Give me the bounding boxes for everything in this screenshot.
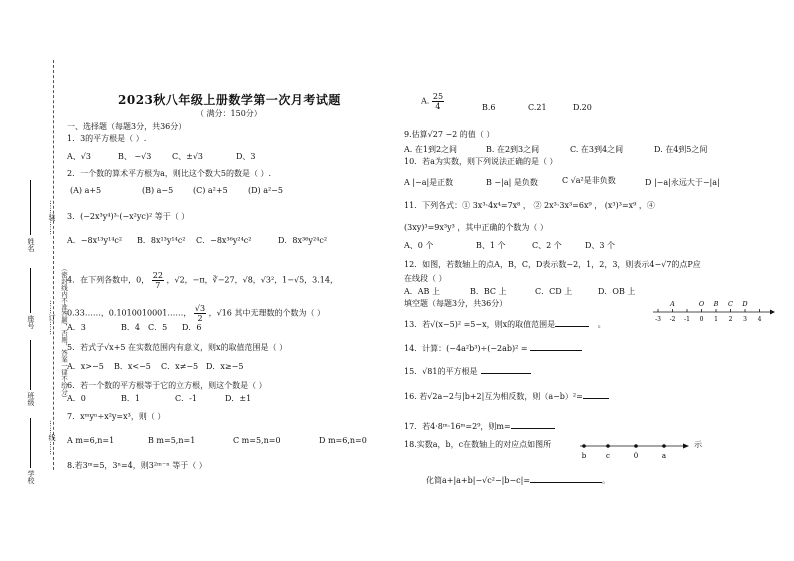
tick-label: 2 [728,316,733,323]
point-dot [606,444,610,448]
q15-stem: 15．√81的平方根是 [404,367,478,376]
q7-option-a: A m=6,n=1 [67,436,115,445]
point-label: B [713,300,719,308]
q5-option-c: C．x≠−5 [161,362,199,371]
q10-stem: 10．若a为实数，则下列说法正确的是（ ） [404,157,558,166]
q12-line1: 12．如图，若数轴上的点A，B，C，D表示数−2，1，2，3，则表示4−√7的点P应 [404,260,701,269]
q1-stem: 1．3的平方根是（ ）. [67,134,147,143]
frac-den: 2 [197,314,203,323]
q4-stem-a: 4．在下列各数中，0， [67,275,150,285]
school-field[interactable] [30,418,31,468]
q16-text [404,392,609,402]
axis-ticks [655,300,762,323]
q4-stem-c: 0.33……，0.1010010001……， [67,308,192,318]
q16-answer-blank[interactable] [583,398,609,399]
q4-fraction-22-7 [152,271,164,290]
number-line-abcd [650,298,775,324]
q18-period: 。 [602,476,611,485]
q11-option-b: B、1 个 [476,241,506,250]
q6-option-c: C．-1 [175,394,197,403]
axis-arrow [770,310,775,315]
q8-option-b: B.6 [482,103,496,112]
q14-text [404,344,582,354]
q10-option-a: A |−a|是正数 [404,178,454,187]
q4-stem-b: ，√2，−π，∛−27，√8，√3²，1−√5，3.14， [166,275,338,285]
q6-option-d: D．±1 [225,394,252,403]
school-label: 学校 [27,470,35,484]
point-label: c [606,452,610,460]
q9-option-a: A. 在1到2之间 [404,145,458,154]
q17-answer-blank[interactable] [511,428,555,429]
q8-stem: 8.若3ᵐ=5，3ⁿ=4，则3²ᵐ⁻ⁿ 等于（ ） [67,461,207,470]
q2-option-a: (A) a+5 [70,186,102,195]
point-dot [662,444,666,448]
q2-option-b: (B) a−5 [142,186,174,195]
q3-option-c: C．−8x³⁶y²⁴c² [196,236,252,245]
class-label: 班级 [27,392,35,406]
q4-stem [67,271,338,290]
q6-option-a: A．0 [67,394,86,403]
point-label: A [670,300,675,308]
binding-notice: （密封线内不准答题，否则，答案一律不给分） [60,265,68,402]
q5-option-a: A．x>−5 [67,362,104,371]
section2-heading: 填空题（每题3分，共36分） [404,299,508,308]
q8-option-d: D.20 [573,103,592,112]
binding-mark-ding: ……订…… [48,300,56,335]
tick-label: -3 [655,316,661,323]
point-label: a [661,452,667,460]
q4-option-a: A．3 [67,323,86,332]
name-field[interactable] [30,180,31,235]
q6-option-b: B．1 [121,394,140,403]
q11-option-c: C、2 个 [532,241,562,250]
binding-mark-zhuang: ……装…… [48,200,56,235]
axis-points [582,444,666,460]
q4-option-d: D．6 [182,323,202,332]
binding-dashed-line [53,60,54,470]
q15-answer-blank[interactable] [481,373,531,374]
q9-option-b: B. 在2到3之间 [486,145,540,154]
point-dot [634,444,638,448]
q11-line2: (3xy)³=9x³y³ ，其中正确的个数为（ ） [404,223,548,232]
q13-text [404,320,606,330]
q8-fraction-25-4 [432,92,444,111]
q6-stem: 6．若一个数的平方根等于它的立方根，则这个数是（ ） [67,381,267,390]
q14-answer-blank[interactable] [530,350,582,351]
q9-option-c: C. 在3到4之间 [570,145,624,154]
q10-option-c: C √a²是非负数 [562,176,616,185]
q1-option-c: C、±√3 [172,152,204,161]
tick-label: 1 [714,316,718,323]
q12-line2: 在线段（ ） [404,274,447,283]
seat-field[interactable] [30,268,31,313]
number-line-bca [578,438,690,462]
q2-option-c: (C) a²+5 [193,186,228,195]
q7-option-c: C m=5,n=0 [233,436,281,445]
q5-option-b: B．x<−5 [114,362,151,371]
q10-option-d: D |−a|永远大于−|a| [645,178,720,187]
q5-option-d: D．x≥−5 [206,362,244,371]
q3-option-b: B．8x¹³y¹⁴c² [137,236,186,245]
point-label: 0 [633,452,639,460]
q8-option-c: C.21 [528,103,547,112]
q18-line2 [426,476,610,486]
q4-stem-d: ，√16 其中无理数的个数为（ ） [208,308,325,318]
point-label: D [742,300,748,308]
q13-answer-blank[interactable] [555,326,589,327]
q2-stem: 2．一个数的算术平方根为a，则比这个数大5的数是（ ）. [67,169,272,178]
q1-option-a: A、√3 [67,152,91,161]
q16-stem: 16. 若√2a−2与|b+2|互为相反数，则（a−b）²= [404,392,583,401]
frac-num: √3 [194,304,206,313]
q8-option-a [421,92,444,111]
q7-option-b: B m=5,n=1 [148,436,196,445]
q5-stem: 5．若式子√x+5 在实数范围内有意义，则x的取值范围是（ ） [67,343,288,352]
frac-num: 22 [152,271,163,280]
tick-label: -1 [684,316,690,323]
tick-label: 4 [757,316,762,323]
q18-answer-blank[interactable] [530,482,602,483]
q13-stem: 13．若√(x−5)² =5−x，则x的取值范围是 [404,320,556,329]
tick-label: -2 [669,316,676,323]
frac-den: 4 [435,102,441,111]
q17-text [404,422,555,432]
q12-option-d: D．OB 上 [598,287,636,296]
q13-period: 。 [597,320,606,329]
q7-stem: 7．xᵐyⁿ÷x²y=x³，则（ ） [67,412,166,421]
q1-option-b: B、 −√3 [118,152,152,161]
q1-option-d: D、3 [236,152,256,161]
q4-fraction-root3-2 [194,304,206,323]
q3-option-a: A．−8x¹³y¹⁴c² [67,236,123,245]
q3-option-d: D．8x³⁶y²⁴c² [278,236,328,245]
q12-option-a: A．AB 上 [404,287,440,296]
frac-den: 7 [155,281,161,290]
q10-option-b: B −|a| 是负数 [486,178,538,187]
point-dot [582,444,586,448]
q11-option-d: D、3 个 [585,241,616,250]
q4-stem-line2 [67,304,325,323]
q4-option-c: C．5 [148,323,168,332]
q3-stem: 3．(−2x³y⁴)³·(−x²yc)² 等于（ ） [67,212,190,221]
page-title: 2023秋八年级上册数学第一次月考试题 [118,93,341,107]
axis-arrow [683,444,689,449]
section1-heading: 一、选择题（每题3分，共36分） [67,122,187,131]
q14-stem: 14．计算：(−4a²b³)÷(−2ab)² = [404,344,528,353]
frac-num: 25 [432,92,444,101]
q8-option-a-label: A. [421,96,430,106]
q2-option-d: (D) a²−5 [248,186,283,195]
q18-line1: 18.实数a，b，c在数轴上的对应点如图所 [404,440,552,449]
q11-line1: 11．下列各式：① 3x³·4x⁴=7x⁸ ， ② 2x³·3x³=6x⁹ ， (x³)³=x⁹ ，④ [404,201,655,210]
point-label: O [698,300,705,308]
class-field[interactable] [30,340,31,390]
binding-mark-xian: ……线…… [48,420,56,455]
point-label: C [728,300,733,308]
name-label: 姓名 [27,238,35,252]
seat-label: 座号 [27,315,35,329]
q11-option-a: A、0 个 [404,241,434,250]
point-label: b [581,452,587,460]
q18-line1-tail: 示 [694,440,702,449]
q17-stem: 17．若4·8ᵐ·16ᵐ=2⁹，则m= [404,422,511,431]
q15-text [404,367,531,377]
q7-option-d: D m=6,n=0 [319,436,367,445]
q9-option-d: D. 在4到5之间 [654,145,708,154]
full-score: （ 满分：150分） [196,109,262,118]
q12-option-c: C．CD 上 [535,287,573,296]
q12-option-b: B．BC 上 [470,287,507,296]
tick-label: 0 [699,316,704,323]
tick-label: 3 [743,316,747,323]
q4-option-b: B．4 [121,323,140,332]
q18-stem: 化简a+|a+b|−√c²−|b−c|= [426,476,531,485]
q9-stem: 9.估算√27 −2 的值（ ） [404,130,495,139]
